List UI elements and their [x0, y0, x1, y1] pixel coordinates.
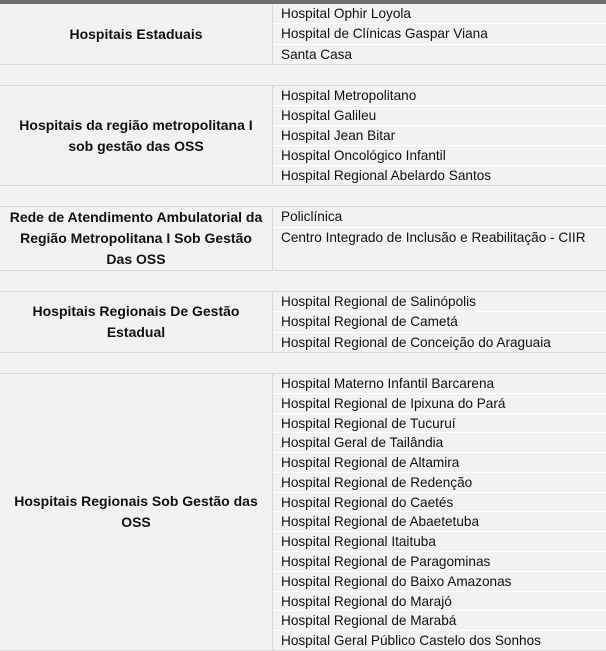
group-regionais-oss	[0, 374, 606, 651]
list-item: Centro Integrado de Inclusão e Reabilitação - CIIR	[281, 229, 586, 245]
list-item: Santa Casa	[281, 46, 353, 62]
group-items	[273, 207, 606, 270]
list-item: Hospital Regional de Marabá	[273, 611, 606, 631]
list-item: Hospital Regional de Altamira	[273, 453, 606, 473]
list-item: Hospital Regional de Redenção	[273, 473, 606, 493]
list-item: Hospital Regional Itaituba	[273, 532, 606, 552]
group-label: Hospitais Estaduais	[0, 4, 273, 64]
list-item: Hospital Regional de Cametá	[273, 312, 606, 332]
group-label: Hospitais Regionais De Gestão Estadual	[0, 292, 273, 352]
group-hospitais-estaduais	[0, 4, 606, 65]
row-spacer	[0, 65, 606, 86]
list-item: Hospital Geral de Tailândia	[273, 433, 606, 453]
hospital-table	[0, 4, 606, 651]
list-item: Hospital Regional Abelardo Santos	[281, 168, 492, 183]
list-item: Hospital Regional de Conceição do Araguaia	[281, 334, 551, 350]
list-item: Hospital Regional de Abaetetuba	[273, 512, 606, 532]
list-item: Hospital Materno Infantil Barcarena	[273, 374, 606, 394]
group-hospitais-metropolitana	[0, 86, 606, 186]
group-label: Hospitais da região metropolitana I sob gestão das OSS	[0, 86, 273, 185]
list-item: Hospital Metropolitano	[273, 86, 606, 106]
row-spacer	[0, 353, 606, 374]
list-item: Hospital Oncológico Infantil	[273, 146, 606, 166]
group-label: Hospitais Regionais Sob Gestão das OSS	[0, 374, 273, 650]
row-spacer	[0, 271, 606, 292]
list-item: Hospital Regional do Baixo Amazonas	[273, 572, 606, 592]
group-items	[273, 292, 606, 352]
list-item: Hospital Regional do Caetés	[273, 493, 606, 513]
row-spacer	[0, 186, 606, 207]
list-item: Hospital Regional de Ipixuna do Pará	[273, 394, 606, 414]
list-item: Hospital Regional de Paragominas	[273, 552, 606, 572]
group-label: Rede de Atendimento Ambulatorial da Região Metropolitana I Sob Gestão Das OSS	[0, 207, 273, 270]
list-item: Hospital Geral Público Castelo dos Sonhos	[281, 633, 541, 649]
list-item: Hospital Jean Bitar	[273, 126, 606, 146]
list-item: Hospital Regional do Marajó	[273, 592, 606, 612]
group-rede-ambulatorial	[0, 207, 606, 271]
group-items	[273, 86, 606, 185]
list-item: Hospital Galileu	[273, 106, 606, 126]
list-item: Policlínica	[273, 207, 606, 228]
group-items	[273, 374, 606, 650]
group-regionais-estadual	[0, 292, 606, 353]
list-item: Hospital de Clínicas Gaspar Viana	[273, 24, 606, 44]
list-item: Hospital Regional de Salinópolis	[273, 292, 606, 312]
list-item: Hospital Regional de Tucuruí	[273, 414, 606, 434]
group-items	[273, 4, 606, 64]
list-item: Hospital Ophir Loyola	[273, 4, 606, 24]
